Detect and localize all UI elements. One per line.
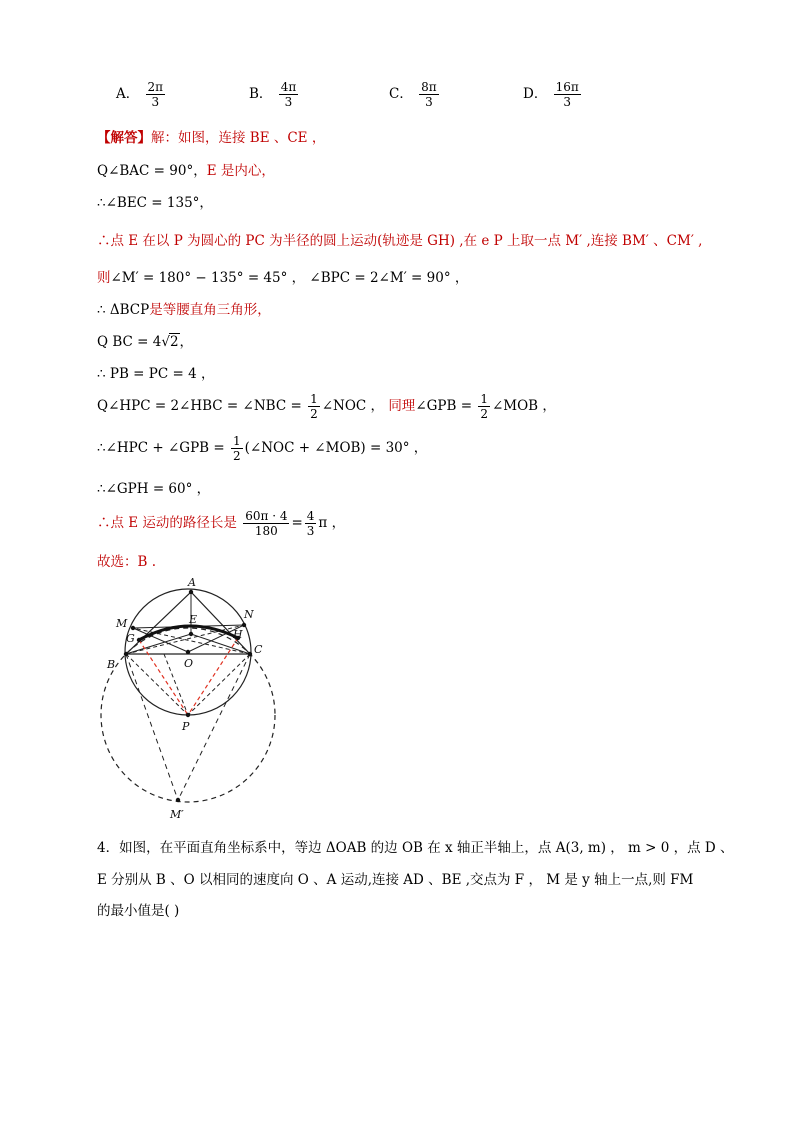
sqrt-radicand: 2 (169, 334, 179, 350)
triangle-bcp: ∴ ΔBCP (97, 302, 150, 318)
label-b: B (107, 658, 116, 671)
option-b (249, 80, 300, 109)
option-d-letter: D． (523, 86, 548, 102)
half-fraction-2 (478, 392, 490, 421)
then-word: 则 (97, 270, 111, 286)
sqrt-symbol: √ (161, 334, 170, 350)
option-a (116, 80, 167, 109)
result-den: 3 (306, 524, 315, 538)
option-c-letter: C． (389, 86, 413, 102)
triangle-abc (126, 592, 250, 654)
option-b-letter: B． (249, 86, 273, 102)
label-e: E (189, 613, 198, 626)
solution-line-6 (97, 298, 271, 318)
option-c-num: 8π (421, 80, 437, 94)
label-p: P (182, 720, 190, 733)
label-m-prime: M′ (170, 808, 184, 821)
option-d-num: 16π (555, 80, 579, 94)
half-num-2: 1 (480, 392, 488, 406)
label-a: A (188, 576, 196, 589)
solution-line-2 (97, 159, 275, 179)
angle-calc: ∠M′ = 180° − 135° = 45° ， ∠BPC = 2∠M′ = 90° ， (110, 270, 469, 286)
isosceles-note: 是等腰直角三角形， (149, 302, 271, 318)
solution-intro: 解：如图，连接 BE 、CE ， (151, 130, 326, 146)
given-angle: Q∠BAC = 90° (97, 163, 194, 179)
given-sep: ， (193, 163, 207, 179)
segment-hp (188, 638, 238, 715)
option-b-fraction (279, 80, 299, 109)
question4-line-1: 4．如图，在平面直角坐标系中，等边 ΔOAB 的边 OB 在 x 轴正半轴上，点 A(3, m) ， m > 0 ，点 D 、 (97, 840, 734, 856)
solution-line-9 (97, 392, 556, 421)
half-fraction-3 (231, 434, 243, 463)
half-num-3: 1 (232, 434, 241, 448)
option-a-num: 2π (147, 80, 164, 94)
option-a-fraction (146, 80, 166, 109)
half-den-2: 2 (480, 407, 488, 421)
option-b-den: 3 (284, 95, 293, 109)
sum-result: (∠NOC + ∠MOB) = 30° ， (244, 440, 428, 456)
result-num: 4 (306, 509, 315, 523)
option-c (389, 80, 441, 109)
incenter-note: E 是内心， (206, 163, 275, 179)
path-length-text: ∴点 E 运动的路径长是 (97, 515, 237, 531)
geometry-figure (96, 568, 278, 826)
pi-suffix: π ， (318, 515, 346, 531)
path-fraction (243, 509, 289, 538)
option-c-fraction (419, 80, 439, 109)
segment-gp (139, 640, 188, 715)
segment-cp (188, 654, 250, 715)
answer-line: 故选：B . (97, 554, 157, 570)
label-c: C (254, 643, 263, 656)
label-m: M (116, 617, 128, 630)
label-o: O (184, 657, 194, 670)
sum-angles: ∴∠HPC + ∠GPB = (97, 440, 225, 456)
similarly-word: 同理 (388, 398, 416, 414)
half-den-3: 2 (232, 449, 241, 463)
segment-bmp (126, 654, 178, 800)
solution-line-7 (97, 330, 193, 350)
half-num-1: 1 (310, 392, 318, 406)
option-d (523, 80, 583, 109)
solution-line-3: ∴∠BEC = 135°， (97, 195, 213, 211)
question4-line-3: 的最小值是( ) (97, 903, 180, 919)
option-c-den: 3 (425, 95, 433, 109)
label-n: N (244, 608, 254, 621)
half-den-1: 2 (310, 407, 318, 421)
equals-sign: = (291, 515, 303, 531)
solution-line-5 (97, 266, 468, 286)
question4-line-2: E 分别从 B 、O 以相同的速度向 O 、A 运动,连接 AD 、BE ,交点为 F ， M 是 y 轴上一点,则 FM (97, 872, 694, 888)
bc-sep: ， (179, 334, 194, 350)
option-a-letter: A． (116, 86, 140, 102)
label-g: G (126, 632, 135, 645)
result-fraction (305, 509, 317, 538)
path-den: 180 (254, 524, 278, 538)
option-b-num: 4π (280, 80, 297, 94)
path-num: 60π · 4 (245, 509, 288, 523)
hpc-relation: Q∠HPC = 2∠HBC = ∠NBC = (97, 398, 302, 414)
option-d-fraction (554, 80, 581, 109)
solution-line-4: ∴点 E 在以 P 为圆心的 PC 为半径的圆上运动(轨迹是 GH) ,在 e P 上取一点 M′ ,连接 BM′ 、CM′ , (97, 233, 703, 249)
solution-line-11: ∴∠GPH = 60° ， (97, 481, 211, 497)
solution-line-1 (97, 126, 325, 146)
option-a-den: 3 (151, 95, 160, 109)
noc-angle: ∠NOC ， (321, 398, 385, 414)
half-fraction-1 (308, 392, 320, 421)
solution-line-10 (97, 434, 427, 463)
solution-line-8: ∴ PB = PC = 4 ， (97, 366, 215, 382)
solution-label: 【解答】 (97, 130, 151, 146)
mob-angle: ∠MOB ， (491, 398, 556, 414)
label-h: H (233, 628, 243, 641)
option-d-den: 3 (563, 95, 572, 109)
segment-bp (126, 654, 188, 715)
bc-value: Q BC = 4 (97, 334, 162, 350)
gpb-relation: ∠GPB = (415, 398, 473, 414)
solution-line-12 (97, 509, 345, 538)
